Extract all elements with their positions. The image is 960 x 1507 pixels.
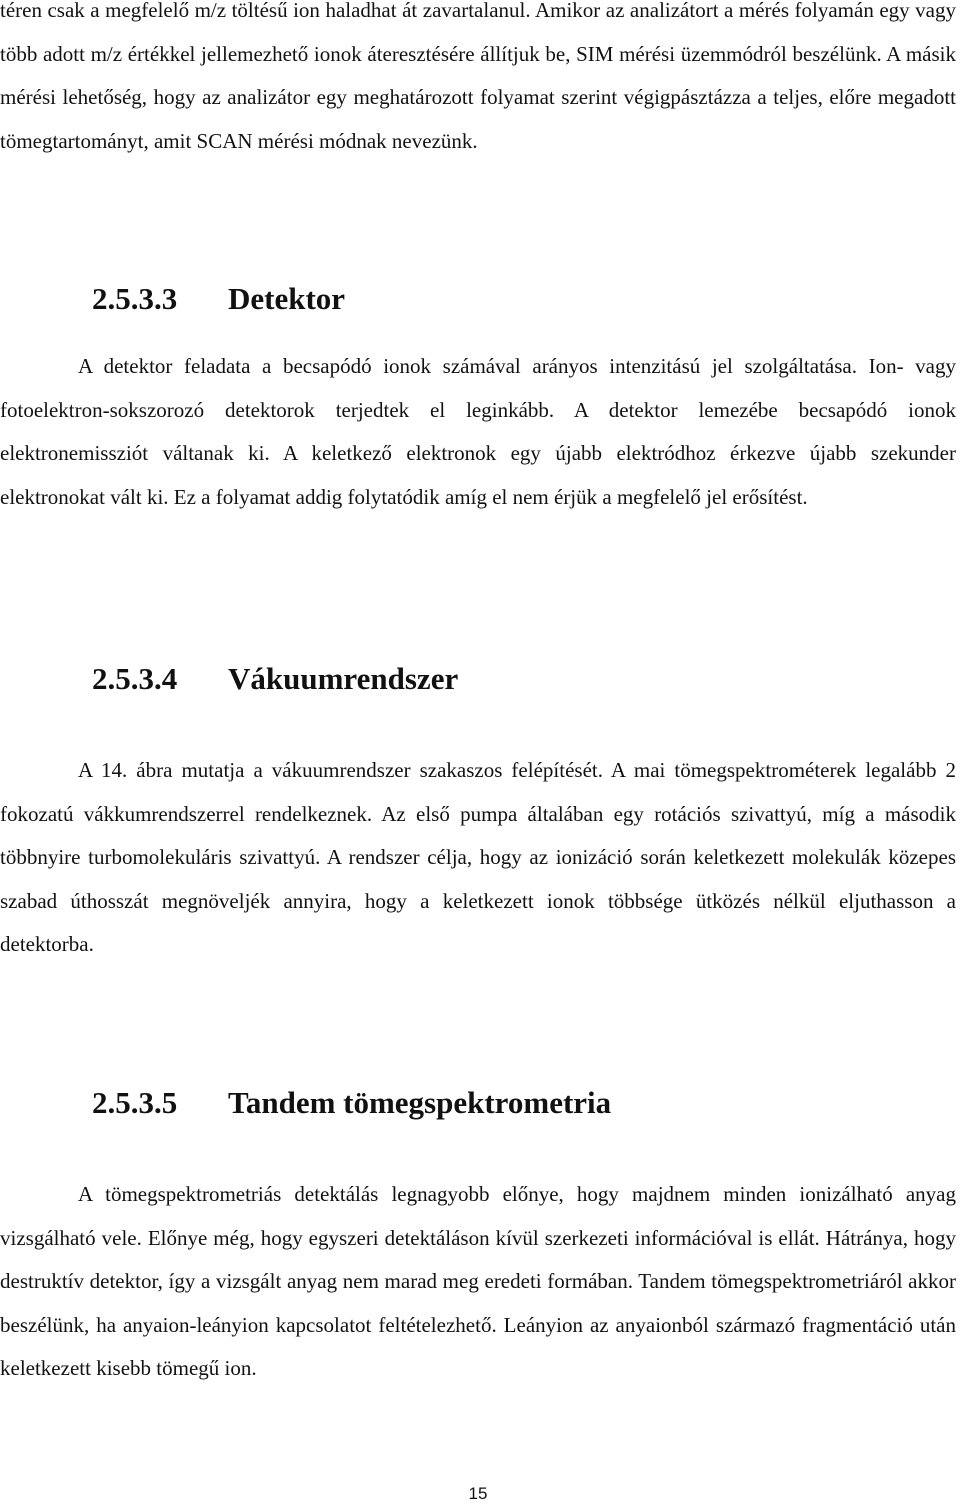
page-number: 15 bbox=[468, 1484, 488, 1503]
section-body-vakuumrendszer: A 14. ábra mutatja a vákuumrendszer szakaszos felépítését. A mai tömegspektrométerek legalább 2 fokozatú vákkumrendszerrel rendelkeznek. Az első pumpa általában egy rotációs szivattyú, míg a második többnyire turbomolekuláris szivattyú. A rendszer célja, hogy az ionizáció során keletkezett molekulák közepes szabad úthosszát megnöveljék annyira, hogy a keletkezett ionok többsége ütközés nélkül eljuthasson a detektorba. bbox=[0, 758, 956, 957]
intro-paragraph: téren csak a megfelelő m/z töltésű ion haladhat át zavartalanul. Amikor az analizátort a mérés folyamán egy vagy több adott m/z értékkel jellemezhető ionok áteresztésére állítjuk be, SIM mérési üzemmódról beszélünk. A másik mérési lehetőség, hogy az analizátor egy meghatározott folyamat szerint végigpásztázza a teljes, előre megadott tömegtartományt, amit SCAN mérési módnak nevezünk. bbox=[0, 0, 956, 153]
section-number: 2.5.3.5 bbox=[92, 1085, 178, 1120]
section-body-detektor: A detektor feladata a becsapódó ionok számával arányos intenzitású jel szolgáltatása. Ion- vagy fotoelektron-sokszorozó detektorok terjedtek el leginkább. A detektor lemezébe becsapódó ionok elektronemissziót váltanak ki. A keletkező elektronok egy újabb elektródhoz érkezve újabb szekunder elektronokat vált ki. Ez a folyamat addig folytatódik amíg el nem érjük a megfelelő jel erősítést. bbox=[0, 354, 956, 509]
section-title: Vákuumrendszer bbox=[228, 661, 459, 696]
section-body-tandem: A tömegspektrometriás detektálás legnagyobb előnye, hogy majdnem minden ionizálható anyag vizsgálható vele. Előnye még, hogy egyszeri detektáláson kívül szerkezeti információval is ellát. Hátránya, hogy destruktív detektor, így a vizsgált anyag nem marad meg eredeti formában. Tandem tömegspektrometriáról akkor beszélünk, ha anyaion-leányion kapcsolatot feltételezhető. Leányion az anyaionból származó fragmentáció után keletkezett kisebb tömegű ion. bbox=[0, 1182, 956, 1381]
section-number: 2.5.3.4 bbox=[92, 661, 178, 696]
section-heading-vakuumrendszer bbox=[92, 659, 458, 699]
section-heading-detektor bbox=[92, 279, 345, 319]
section-title: Detektor bbox=[228, 281, 346, 316]
section-title: Tandem tömegspektrometria bbox=[228, 1085, 612, 1120]
section-number: 2.5.3.3 bbox=[92, 281, 178, 316]
section-heading-tandem bbox=[92, 1083, 611, 1123]
